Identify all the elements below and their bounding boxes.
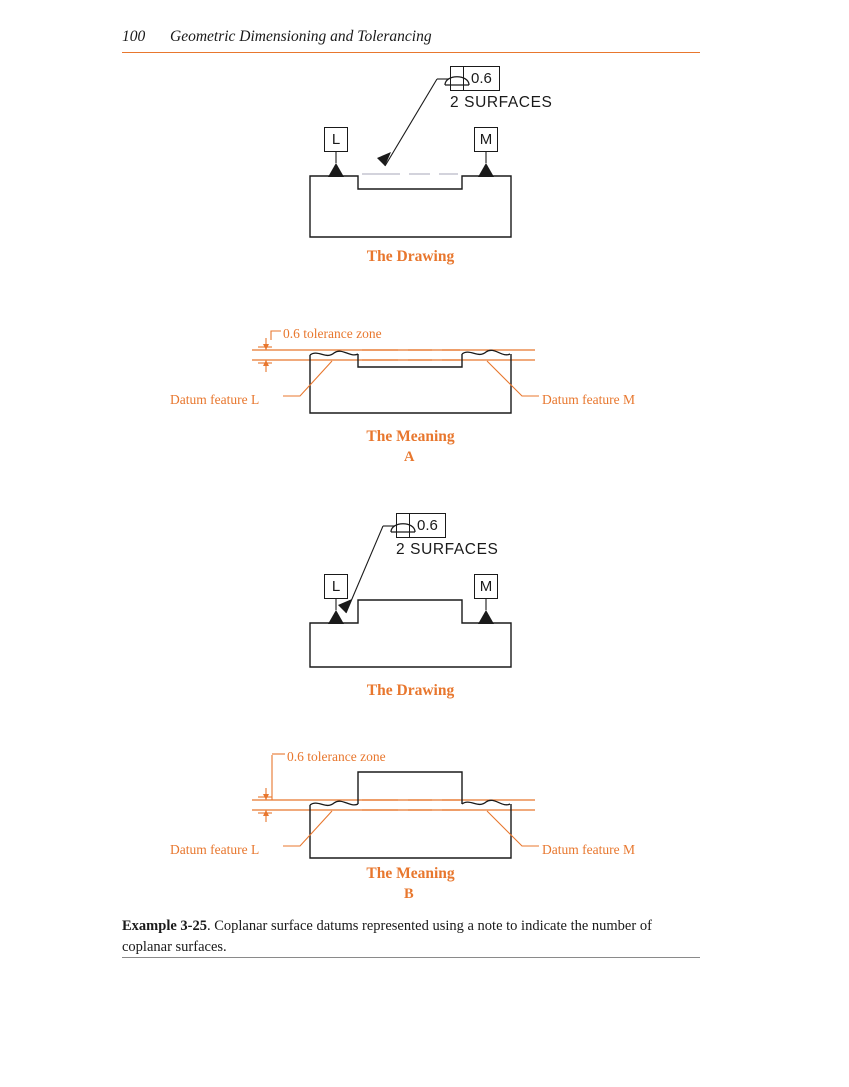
- tolerance-zone-label-b: 0.6 tolerance zone: [287, 749, 386, 764]
- page-number: 100: [122, 28, 146, 45]
- tolerance-zone-label-a: 0.6 tolerance zone: [283, 326, 382, 341]
- figure-sublabel-a: A: [404, 449, 415, 465]
- figure-caption-b-meaning: The Meaning: [366, 865, 455, 882]
- coplanar-note-a: 2 SURFACES: [450, 94, 553, 111]
- tolerance-value: 0.6: [409, 514, 445, 537]
- figure-caption-b-drawing: The Drawing: [366, 682, 455, 699]
- figure-caption-a-drawing: The Drawing: [366, 248, 455, 265]
- figure-sublabel-b: B: [404, 886, 414, 902]
- tolerance-value: 0.6: [463, 67, 499, 90]
- book-title: Geometric Dimensioning and Tolerancing: [170, 28, 432, 45]
- figure-caption-a-meaning: The Meaning: [366, 428, 455, 445]
- datum-letter-l: L: [331, 131, 341, 148]
- footer-divider: [122, 957, 700, 958]
- datum-feature-m-label-b: Datum feature M: [542, 842, 635, 857]
- datum-letter-m: M: [479, 131, 493, 148]
- datum-feature-m-label-a: Datum feature M: [542, 392, 635, 407]
- datum-letter-m: M: [479, 578, 493, 595]
- datum-feature-l-label-a: Datum feature L: [170, 392, 260, 407]
- example-text: . Coplanar surface datums represented using a note to indicate the number of coplanar surfaces.: [122, 918, 652, 956]
- datum-letter-l: L: [331, 578, 341, 595]
- example-label: Example 3-25: [122, 918, 207, 934]
- datum-feature-l-label-b: Datum feature L: [170, 842, 260, 857]
- coplanar-note-b: 2 SURFACES: [396, 541, 499, 558]
- example-caption: [122, 916, 700, 958]
